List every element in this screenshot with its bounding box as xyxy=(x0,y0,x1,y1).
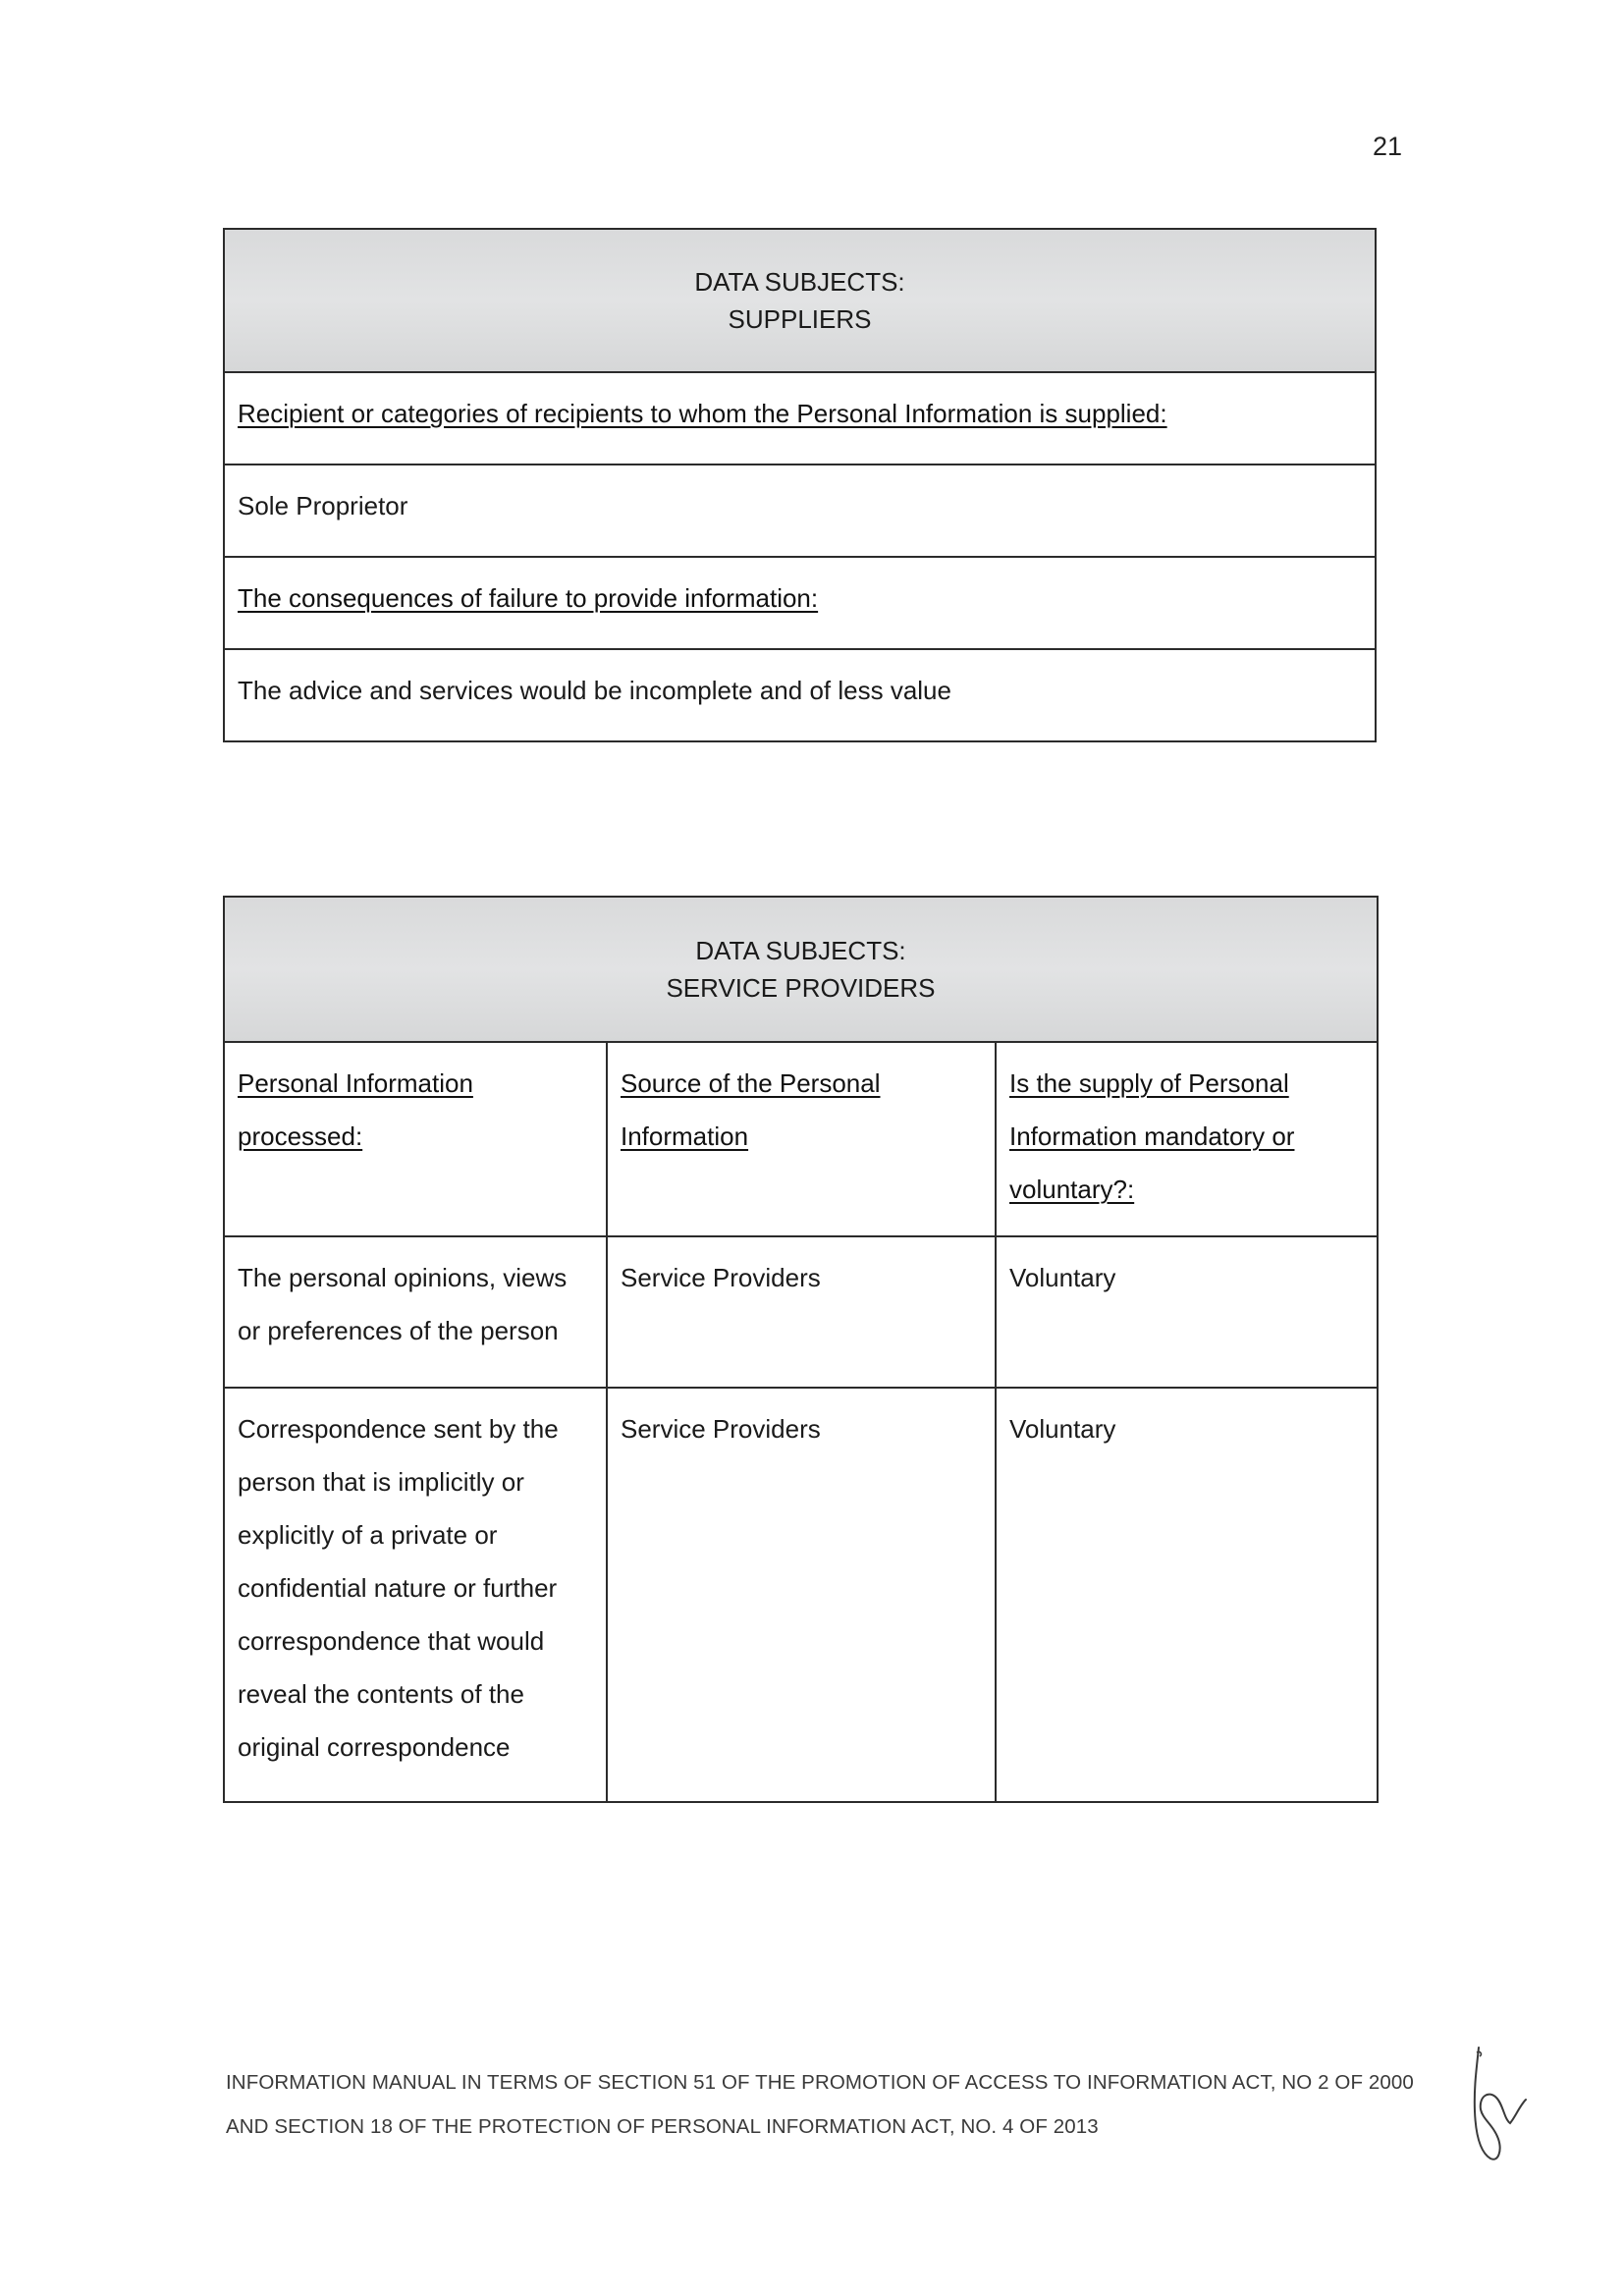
column-header-label: Source of the Personal Information xyxy=(621,1068,881,1151)
recipients-value: Sole Proprietor xyxy=(238,491,408,520)
consequences-value: The advice and services would be incomplete and of less value xyxy=(238,676,951,705)
page-number: 21 xyxy=(1373,132,1403,161)
header-title: DATA SUBJECTS: xyxy=(694,267,905,297)
consequences-label-cell xyxy=(224,557,1376,649)
footer-line-2: AND SECTION 18 OF THE PROTECTION OF PERSONAL INFORMATION ACT, NO. 4 OF 2013 xyxy=(226,2115,1099,2138)
recipients-label: Recipient or categories of recipients to whom the Personal Information is supplied: xyxy=(238,399,1167,428)
consequences-label: The consequences of failure to provide information: xyxy=(238,583,819,613)
source-cell: Service Providers xyxy=(607,1236,996,1388)
column-header-supply xyxy=(996,1042,1378,1236)
table-row xyxy=(224,1388,1378,1802)
supply-cell: Voluntary xyxy=(996,1388,1378,1802)
header-subtitle: SERVICE PROVIDERS xyxy=(666,973,936,1003)
service-providers-table xyxy=(223,896,1379,1803)
page-footer xyxy=(226,2060,1414,2149)
recipients-label-cell xyxy=(224,372,1376,465)
column-header-label: Personal Information processed: xyxy=(238,1068,473,1151)
table-row xyxy=(224,1236,1378,1388)
signature-initials xyxy=(1459,2043,1528,2170)
consequences-value-cell xyxy=(224,649,1376,741)
suppliers-table xyxy=(223,228,1377,742)
footer-line-1: INFORMATION MANUAL IN TERMS OF SECTION 51 OF THE PROMOTION OF ACCESS TO INFORMATION ACT, NO 2 OF 2000 xyxy=(226,2071,1414,2094)
column-header-source xyxy=(607,1042,996,1236)
column-header-label: Is the supply of Personal Information mandatory or voluntary?: xyxy=(1009,1068,1295,1204)
info-cell: The personal opinions, views or preferences of the person xyxy=(224,1236,607,1388)
recipients-value-cell xyxy=(224,465,1376,557)
suppliers-table-header xyxy=(224,229,1376,372)
service-providers-table-header xyxy=(224,897,1378,1042)
header-subtitle: SUPPLIERS xyxy=(728,304,872,334)
header-title: DATA SUBJECTS: xyxy=(695,936,906,965)
info-cell: Correspondence sent by the person that is implicitly or explicitly of a private or confidential nature or further correspondence that would reveal the contents of the original correspondence xyxy=(224,1388,607,1802)
source-cell: Service Providers xyxy=(607,1388,996,1802)
column-header-info xyxy=(224,1042,607,1236)
supply-cell: Voluntary xyxy=(996,1236,1378,1388)
